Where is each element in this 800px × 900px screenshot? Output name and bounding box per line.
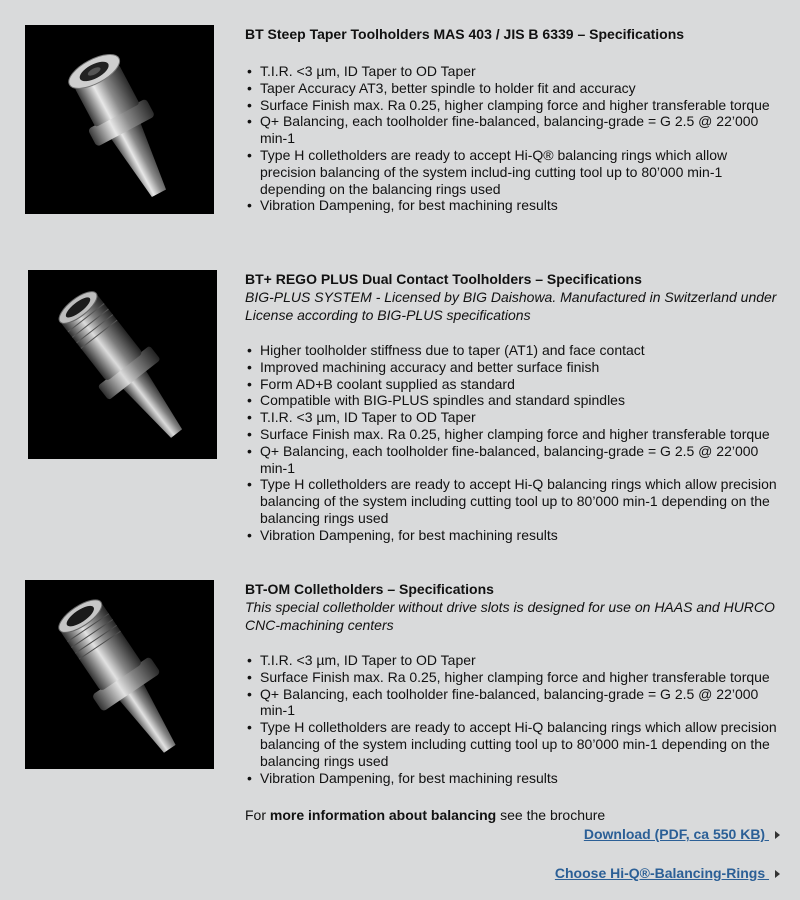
list-item: • Form AD+B coolant supplied as standard xyxy=(245,376,785,393)
list-item: • Improved machining accuracy and better surface finish xyxy=(245,359,785,376)
rings-link-row xyxy=(555,865,780,881)
choose-balancing-rings-link[interactable]: Choose Hi-Q®-Balancing-Rings xyxy=(554,865,769,881)
list-item: • Taper Accuracy AT3, better spindle to holder fit and accuracy xyxy=(245,80,785,97)
list-item: • Q+ Balancing, each toolholder fine-balanced, balancing-grade = G 2.5 @ 22’000 min-1 xyxy=(245,686,785,720)
list-item: • Vibration Dampening, for best machining results xyxy=(245,197,785,214)
list-item: • Higher toolholder stiffness due to taper (AT1) and face contact xyxy=(245,342,785,359)
list-item: • T.I.R. <3 µm, ID Taper to OD Taper xyxy=(245,63,785,80)
list-item: • Q+ Balancing, each toolholder fine-balanced, balancing-grade = G 2.5 @ 22’000 min-1 xyxy=(245,443,785,477)
om-colletholder-image xyxy=(25,580,214,769)
spec-list xyxy=(245,63,785,214)
product-subtitle: BIG-PLUS SYSTEM - Licensed by BIG Daishowa. Manufactured in Switzerland under License according to BIG-PLUS specifications xyxy=(245,289,777,323)
download-pdf-link[interactable]: Download (PDF, ca 550 KB) xyxy=(583,826,769,842)
list-item: • Q+ Balancing, each toolholder fine-balanced, balancing-grade = G 2.5 @ 22’000 min-1 xyxy=(245,113,785,147)
collet-toolholder-image xyxy=(25,25,214,214)
list-item: • Type H colletholders are ready to accept Hi-Q® balancing rings which allow precision balancing of the system includ-ing cutting tool up to 80’000 min-1 depending on the balancing rings used xyxy=(245,147,785,197)
list-item: • Surface Finish max. Ra 0.25, higher clamping force and higher transferable torque xyxy=(245,669,785,686)
list-item: • Vibration Dampening, for best machining results xyxy=(245,527,785,544)
arrow-right-icon xyxy=(775,870,780,878)
download-link-row xyxy=(584,826,780,842)
more-info-prefix: For xyxy=(245,807,270,823)
list-item: • Vibration Dampening, for best machining results xyxy=(245,770,785,787)
list-item: • T.I.R. <3 µm, ID Taper to OD Taper xyxy=(245,652,785,669)
dual-contact-toolholder-image xyxy=(28,270,217,459)
more-info-suffix: see the brochure xyxy=(496,807,606,823)
product-title: BT-OM Colletholders – Specifications xyxy=(245,581,494,597)
list-item: • Compatible with BIG-PLUS spindles and standard spindles xyxy=(245,392,785,409)
list-item: • Type H colletholders are ready to accept Hi-Q balancing rings which allow precision balancing of the system including cutting tool up to 80’000 min-1 depending on the balancing rings used xyxy=(245,476,785,526)
list-item: • T.I.R. <3 µm, ID Taper to OD Taper xyxy=(245,409,785,426)
list-item: • Type H colletholders are ready to accept Hi-Q balancing rings which allow precision balancing of the system including cutting tool up to 80’000 min-1 depending on the balancing rings used xyxy=(245,719,785,769)
spec-list xyxy=(245,342,785,544)
product-title: BT Steep Taper Toolholders MAS 403 / JIS B 6339 – Specifications xyxy=(245,26,685,42)
arrow-right-icon xyxy=(775,831,780,839)
list-item: • Surface Finish max. Ra 0.25, higher clamping force and higher transferable torque xyxy=(245,97,785,114)
spec-list xyxy=(245,652,785,786)
more-info-text xyxy=(245,806,605,824)
product-title: BT+ REGO PLUS Dual Contact Toolholders – Specifications xyxy=(245,271,642,287)
list-item: • Surface Finish max. Ra 0.25, higher clamping force and higher transferable torque xyxy=(245,426,785,443)
more-info-bold: more information about balancing xyxy=(269,807,497,823)
product-subtitle: This special colletholder without drive slots is designed for use on HAAS and HURCO CNC-machining centers xyxy=(245,599,775,633)
